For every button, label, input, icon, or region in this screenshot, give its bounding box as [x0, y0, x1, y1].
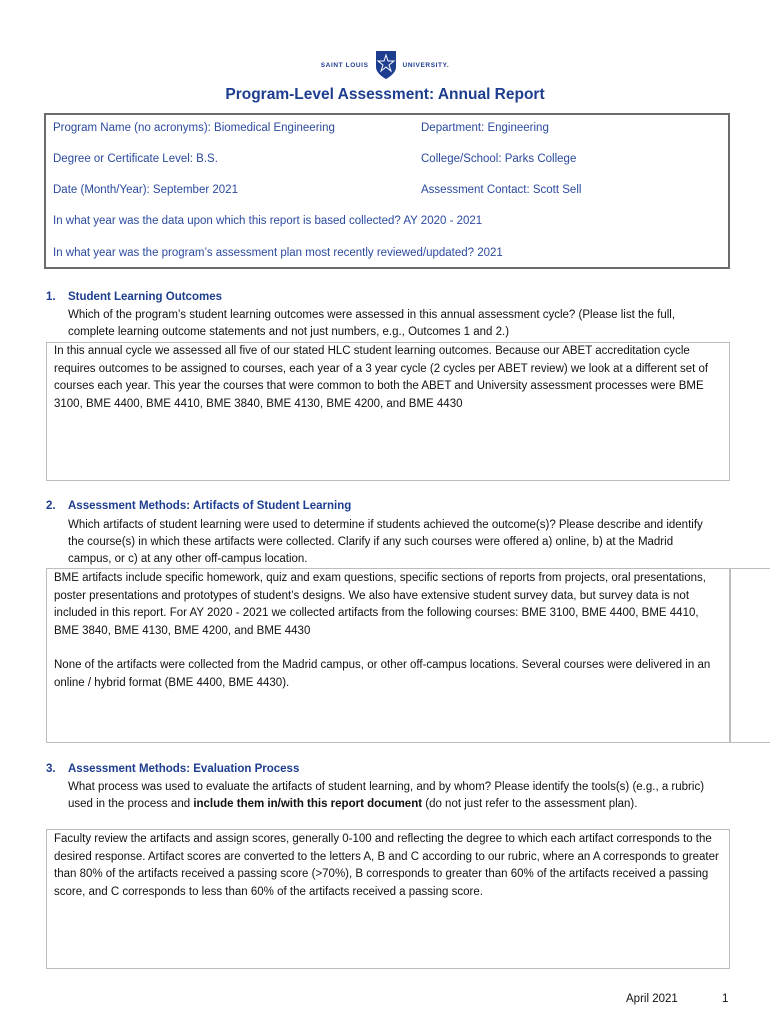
data-collection-year: In what year was the data upon which this report is based collected? AY 2020 - 2021 [53, 215, 483, 227]
logo-text-right: UNIVERSITY. [402, 61, 450, 69]
section-2-response-p2: None of the artifacts were collected from the Madrid campus, or other off-campus locations. Several courses were delivered in an online / hybrid format (BME 4400, BME 4430). [54, 659, 711, 689]
program-name: Program Name (no acronyms): Biomedical Engineering [53, 122, 335, 134]
section-1-response: In this annual cycle we assessed all five of our stated HLC student learning outcomes. Because our ABET accreditation cycle requires outcomes to be assigned to courses, each year of a 3 year cycle (2 cycles per ABET review) we look at a different set of courses each year. This year the courses that were common to both the ABET and University assessment processes were BME 3100, BME 4400, BME 4410, BME 3840, BME 4130, BME 4200, and BME 4430 [54, 345, 709, 410]
section-1-heading [46, 291, 222, 303]
section-2-prompt: Which artifacts of student learning were used to determine if students achieved the outcome(s)? Please describe and identify the course(s) in which these artifacts were collected. Clarify if any such courses were offered a) online, b) at the Madrid campus, or c) at any other off-campus location. [68, 519, 703, 565]
assessment-contact: Assessment Contact: Scott Sell [421, 184, 582, 196]
section-2-response-p1: BME artifacts include specific homework, quiz and exam questions, specific sections of reports from projects, oral presentations, poster presentations and prototypes of student’s designs. We also have extensive student survey data, but survey data is not included in this report. For AY 2020 - 2021 we collected artifacts from the following courses: BME 3100, BME 4400, BME 4410, BME 3840, BME 4130, BME 4200, and BME 4430 [54, 572, 706, 637]
section-2-heading [46, 500, 351, 512]
shield-icon [375, 50, 397, 80]
section-1-prompt: Which of the program’s student learning outcomes were assessed in this annual assessment cycle? (Please list the full, complete learning outcome statements and not just numbers, e.g., Outcomes 1 and 2.) [68, 309, 676, 338]
logo-text-left: SAINT LOUIS [320, 61, 369, 69]
prompt-emphasis: include them in/with this report document [193, 798, 423, 810]
footer-date: April 2021 [626, 993, 678, 1005]
university-logo [0, 50, 770, 80]
page-title: Program-Level Assessment: Annual Report [225, 86, 545, 103]
prompt-text: What process was used to evaluate the artifacts of student learning, and by whom? Please identify the tools(s) (e.g., a rubric) used in the process and [68, 781, 705, 810]
section-number: 1. [46, 291, 56, 303]
plan-review-year: In what year was the program’s assessment plan most recently reviewed/updated? 2021 [53, 247, 503, 259]
section-number: 2. [46, 500, 56, 512]
section-title: Assessment Methods: Artifacts of Student Learning [68, 500, 352, 512]
department: Department: Engineering [421, 122, 549, 134]
section-3-heading [46, 763, 299, 775]
degree-level: Degree or Certificate Level: B.S. [53, 153, 218, 165]
section-3-response: Faculty review the artifacts and assign scores, generally 0-100 and reflecting the degree to which each artifact corresponds to the desired response. Artifact scores are converted to the letters A, B and C according to our rubric, where an A corresponds to greater than 80% of the artifacts received a passing score (>70%), B corresponds to greater than 60% of the artifacts received a passing score, and C corresponds to less than 60% of the artifacts received a passing score. [54, 833, 719, 898]
section-title: Student Learning Outcomes [68, 291, 222, 303]
section-3-prompt [68, 779, 718, 813]
page-number: 1 [722, 993, 729, 1005]
report-date: Date (Month/Year): September 2021 [53, 184, 238, 196]
prompt-text-end: (do not just refer to the assessment plan). [422, 798, 638, 810]
section-2-side-cell [730, 568, 770, 743]
section-number: 3. [46, 763, 56, 775]
college-school: College/School: Parks College [421, 153, 577, 165]
section-title: Assessment Methods: Evaluation Process [68, 763, 300, 775]
